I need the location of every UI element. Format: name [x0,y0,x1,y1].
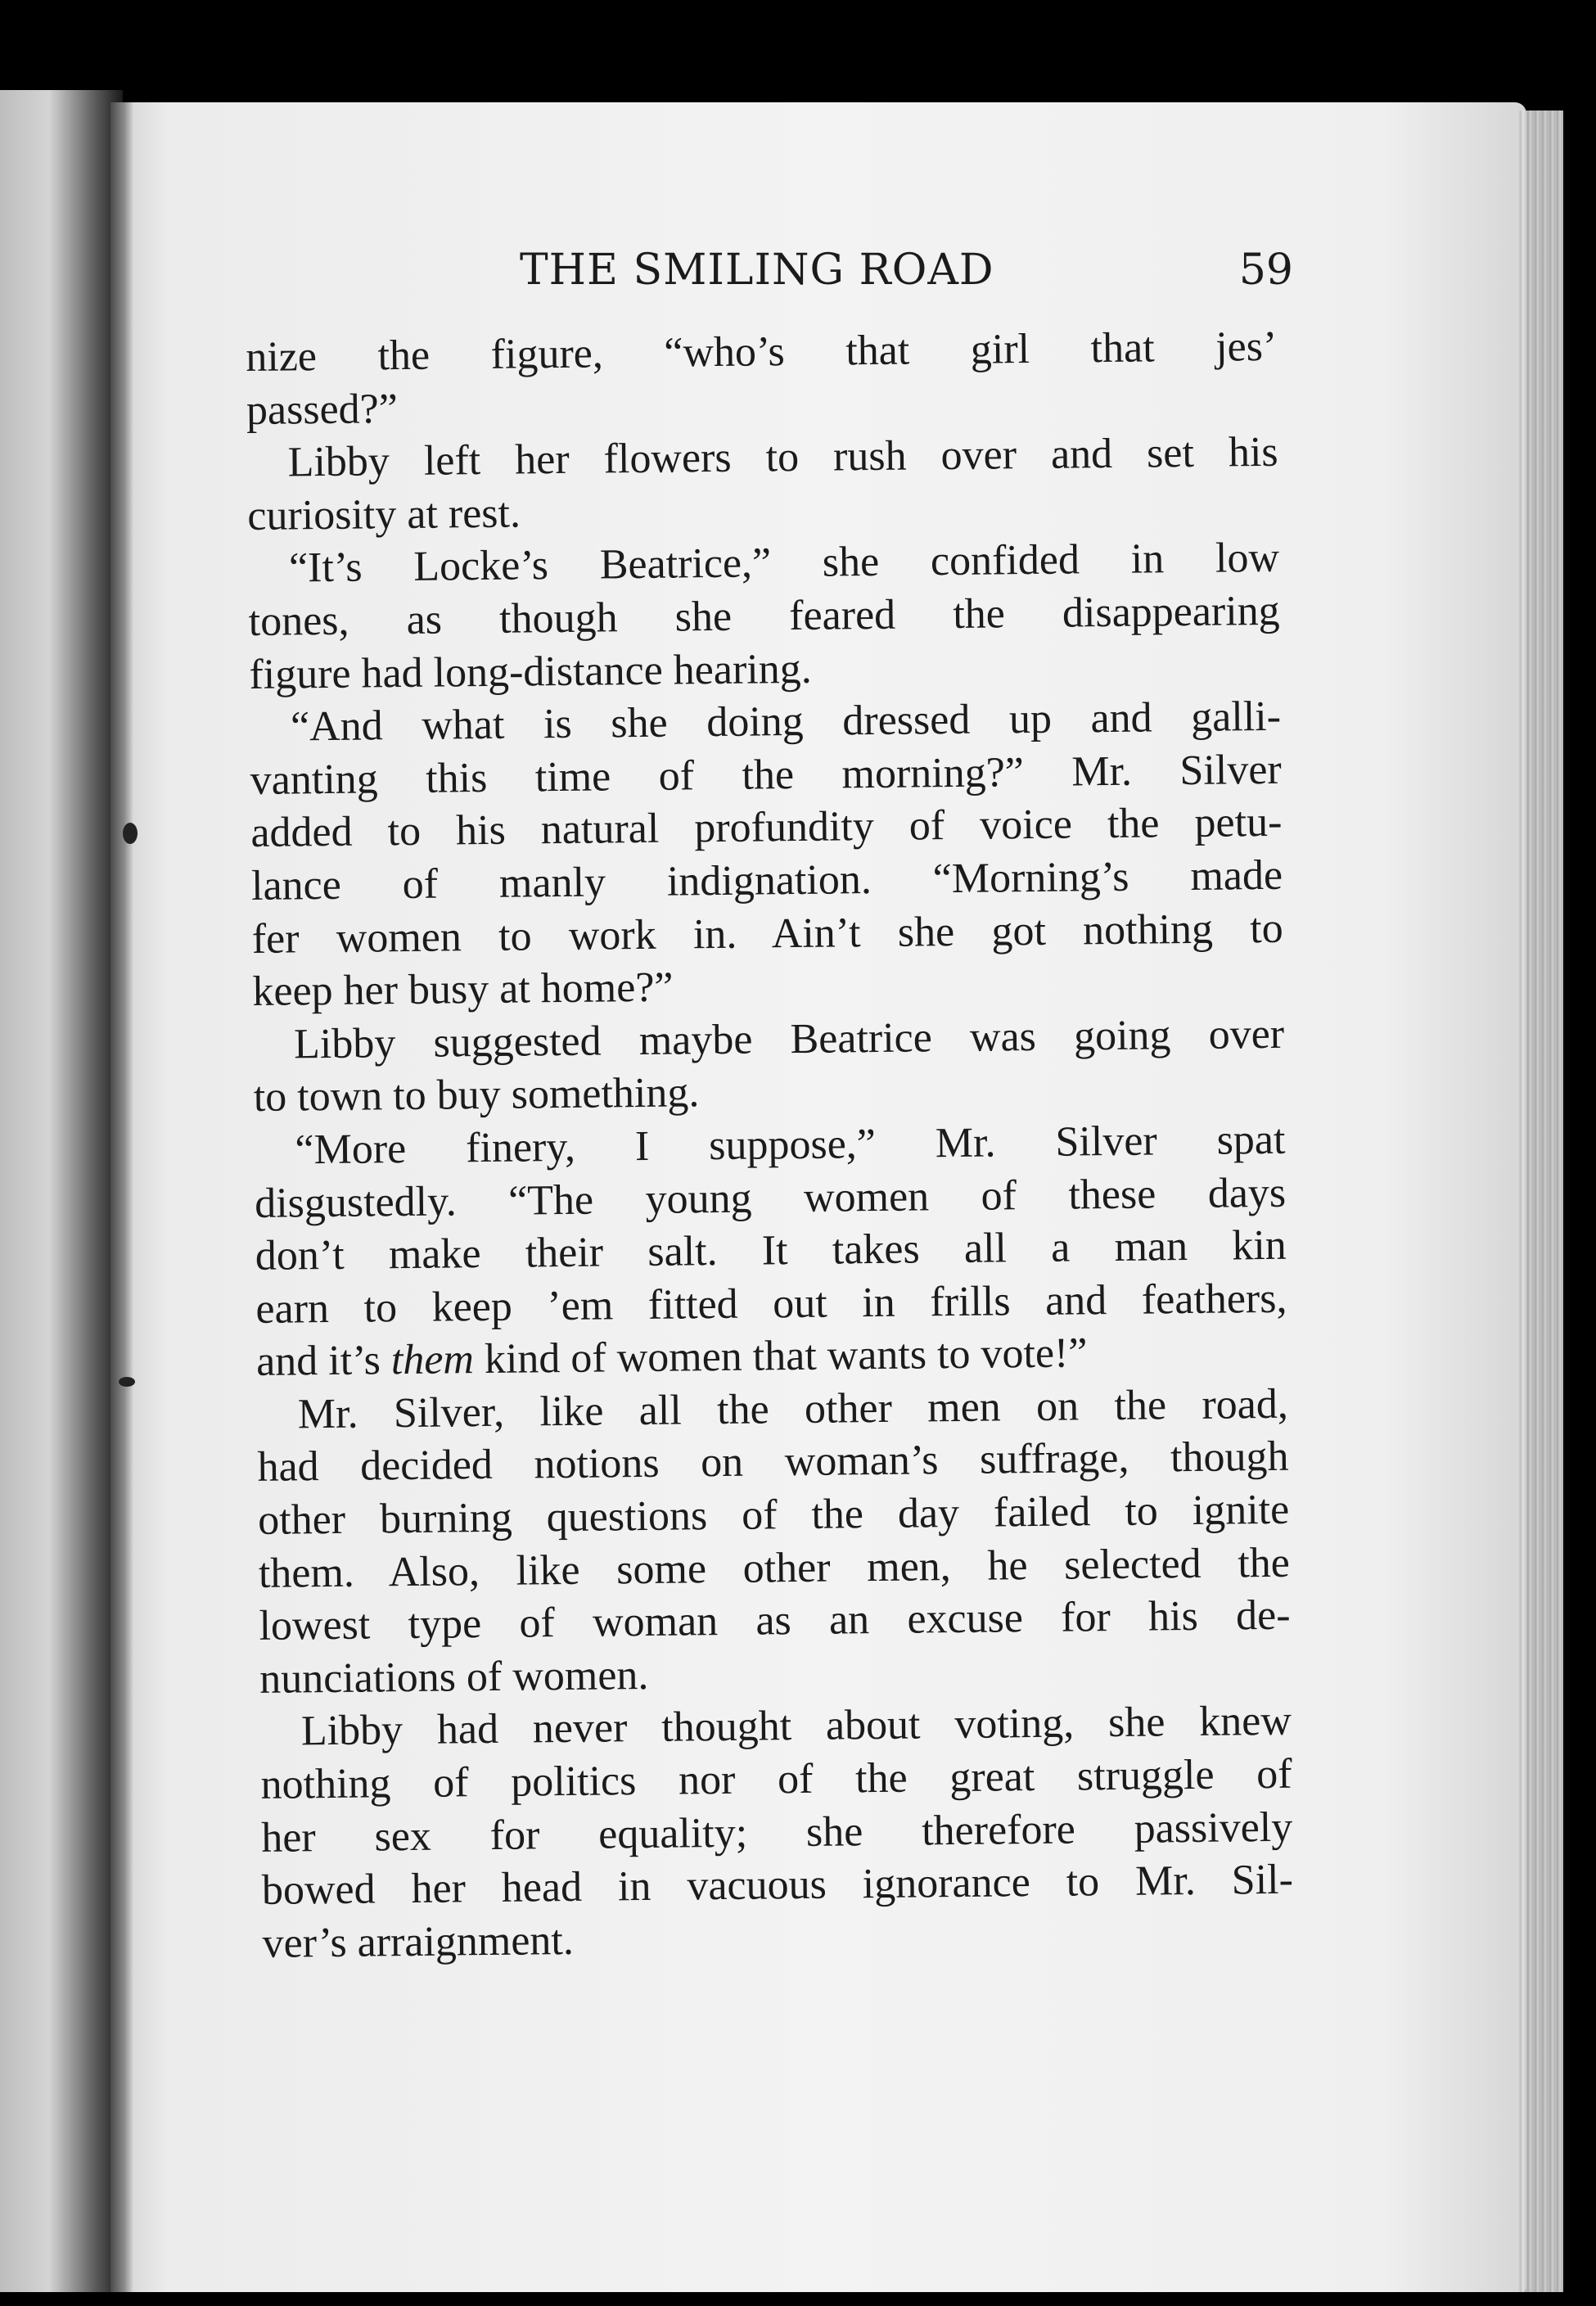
text-line: figure had long-distance hearing. [249,645,812,698]
text-line: nunciations of women. [259,1651,649,1703]
text-line: vanting this time of the morning?” Mr. Silver [250,746,1282,804]
text-line: tones, as though she feared the disappearing [248,587,1280,645]
text-line: to town to buy something. [253,1069,700,1121]
page-number: 59 [1238,246,1293,295]
running-head [246,246,1293,303]
text-line: nize the figure, “who’s that girl that jes’ [246,323,1278,381]
text-line: bowed her head in vacuous ignorance to Mr. Sil- [261,1856,1294,1915]
text-line: “More finery, I suppose,” Mr. Silver spat [295,1116,1286,1174]
text-run: kind of women that wants to vote!” [473,1329,1088,1383]
text-line: Libby had never thought about voting, she knew [300,1698,1292,1755]
text-run: and it’s [255,1337,392,1386]
facing-page-edge [0,90,123,2292]
text-line: nothing of politics nor of the great struggle of [260,1750,1292,1808]
page-stack-edge [1518,111,1563,2292]
text-line: them. Also, like some other men, he selected the [258,1539,1291,1597]
text-line: earn to keep ’em fitted out in frills and feathers, [255,1275,1287,1333]
text-line: Libby suggested maybe Beatrice was going over [293,1010,1285,1068]
binding-mark [119,1377,135,1387]
text-line: added to his natural profundity of voice the petu- [250,799,1283,857]
text-line: other burning questions of the day failed to ignite [257,1486,1290,1544]
text-line: “It’s Locke’s Beatrice,” she confided in low [288,535,1280,592]
text-line: her sex for equality; she therefore passively [260,1803,1293,1861]
text-line: passed?” [246,385,399,434]
text-line: “And what is she doing dressed up and galli- [290,693,1282,751]
text-line: lance of manly indignation. “Morning’s made [250,851,1283,909]
running-title: THE SMILING ROAD [520,246,994,295]
text-line: had decided notions on woman’s suffrage, though [257,1433,1289,1491]
text-line: disgustedly. “The young women of these days [254,1169,1287,1227]
text-line: Libby left her flowers to rush over and set his [287,428,1278,486]
book-gutter-shadow [110,102,133,2292]
text-line: Mr. Silver, like all the other men on the road, [297,1380,1289,1438]
text-line: curiosity at rest. [247,490,521,539]
binding-mark [123,823,138,844]
text-line: don’t make their salt. It takes all a man kin [255,1221,1287,1280]
emphasis-text: them [390,1336,475,1384]
text-line: keep her busy at home?” [252,963,674,1016]
text-line: lowest type of woman as an excuse for his de- [259,1591,1291,1650]
body-text [246,321,1294,1970]
text-line: ver’s arraignment. [262,1916,575,1967]
text-line: fer women to work in. Ain’t she got nothing to [251,905,1283,963]
